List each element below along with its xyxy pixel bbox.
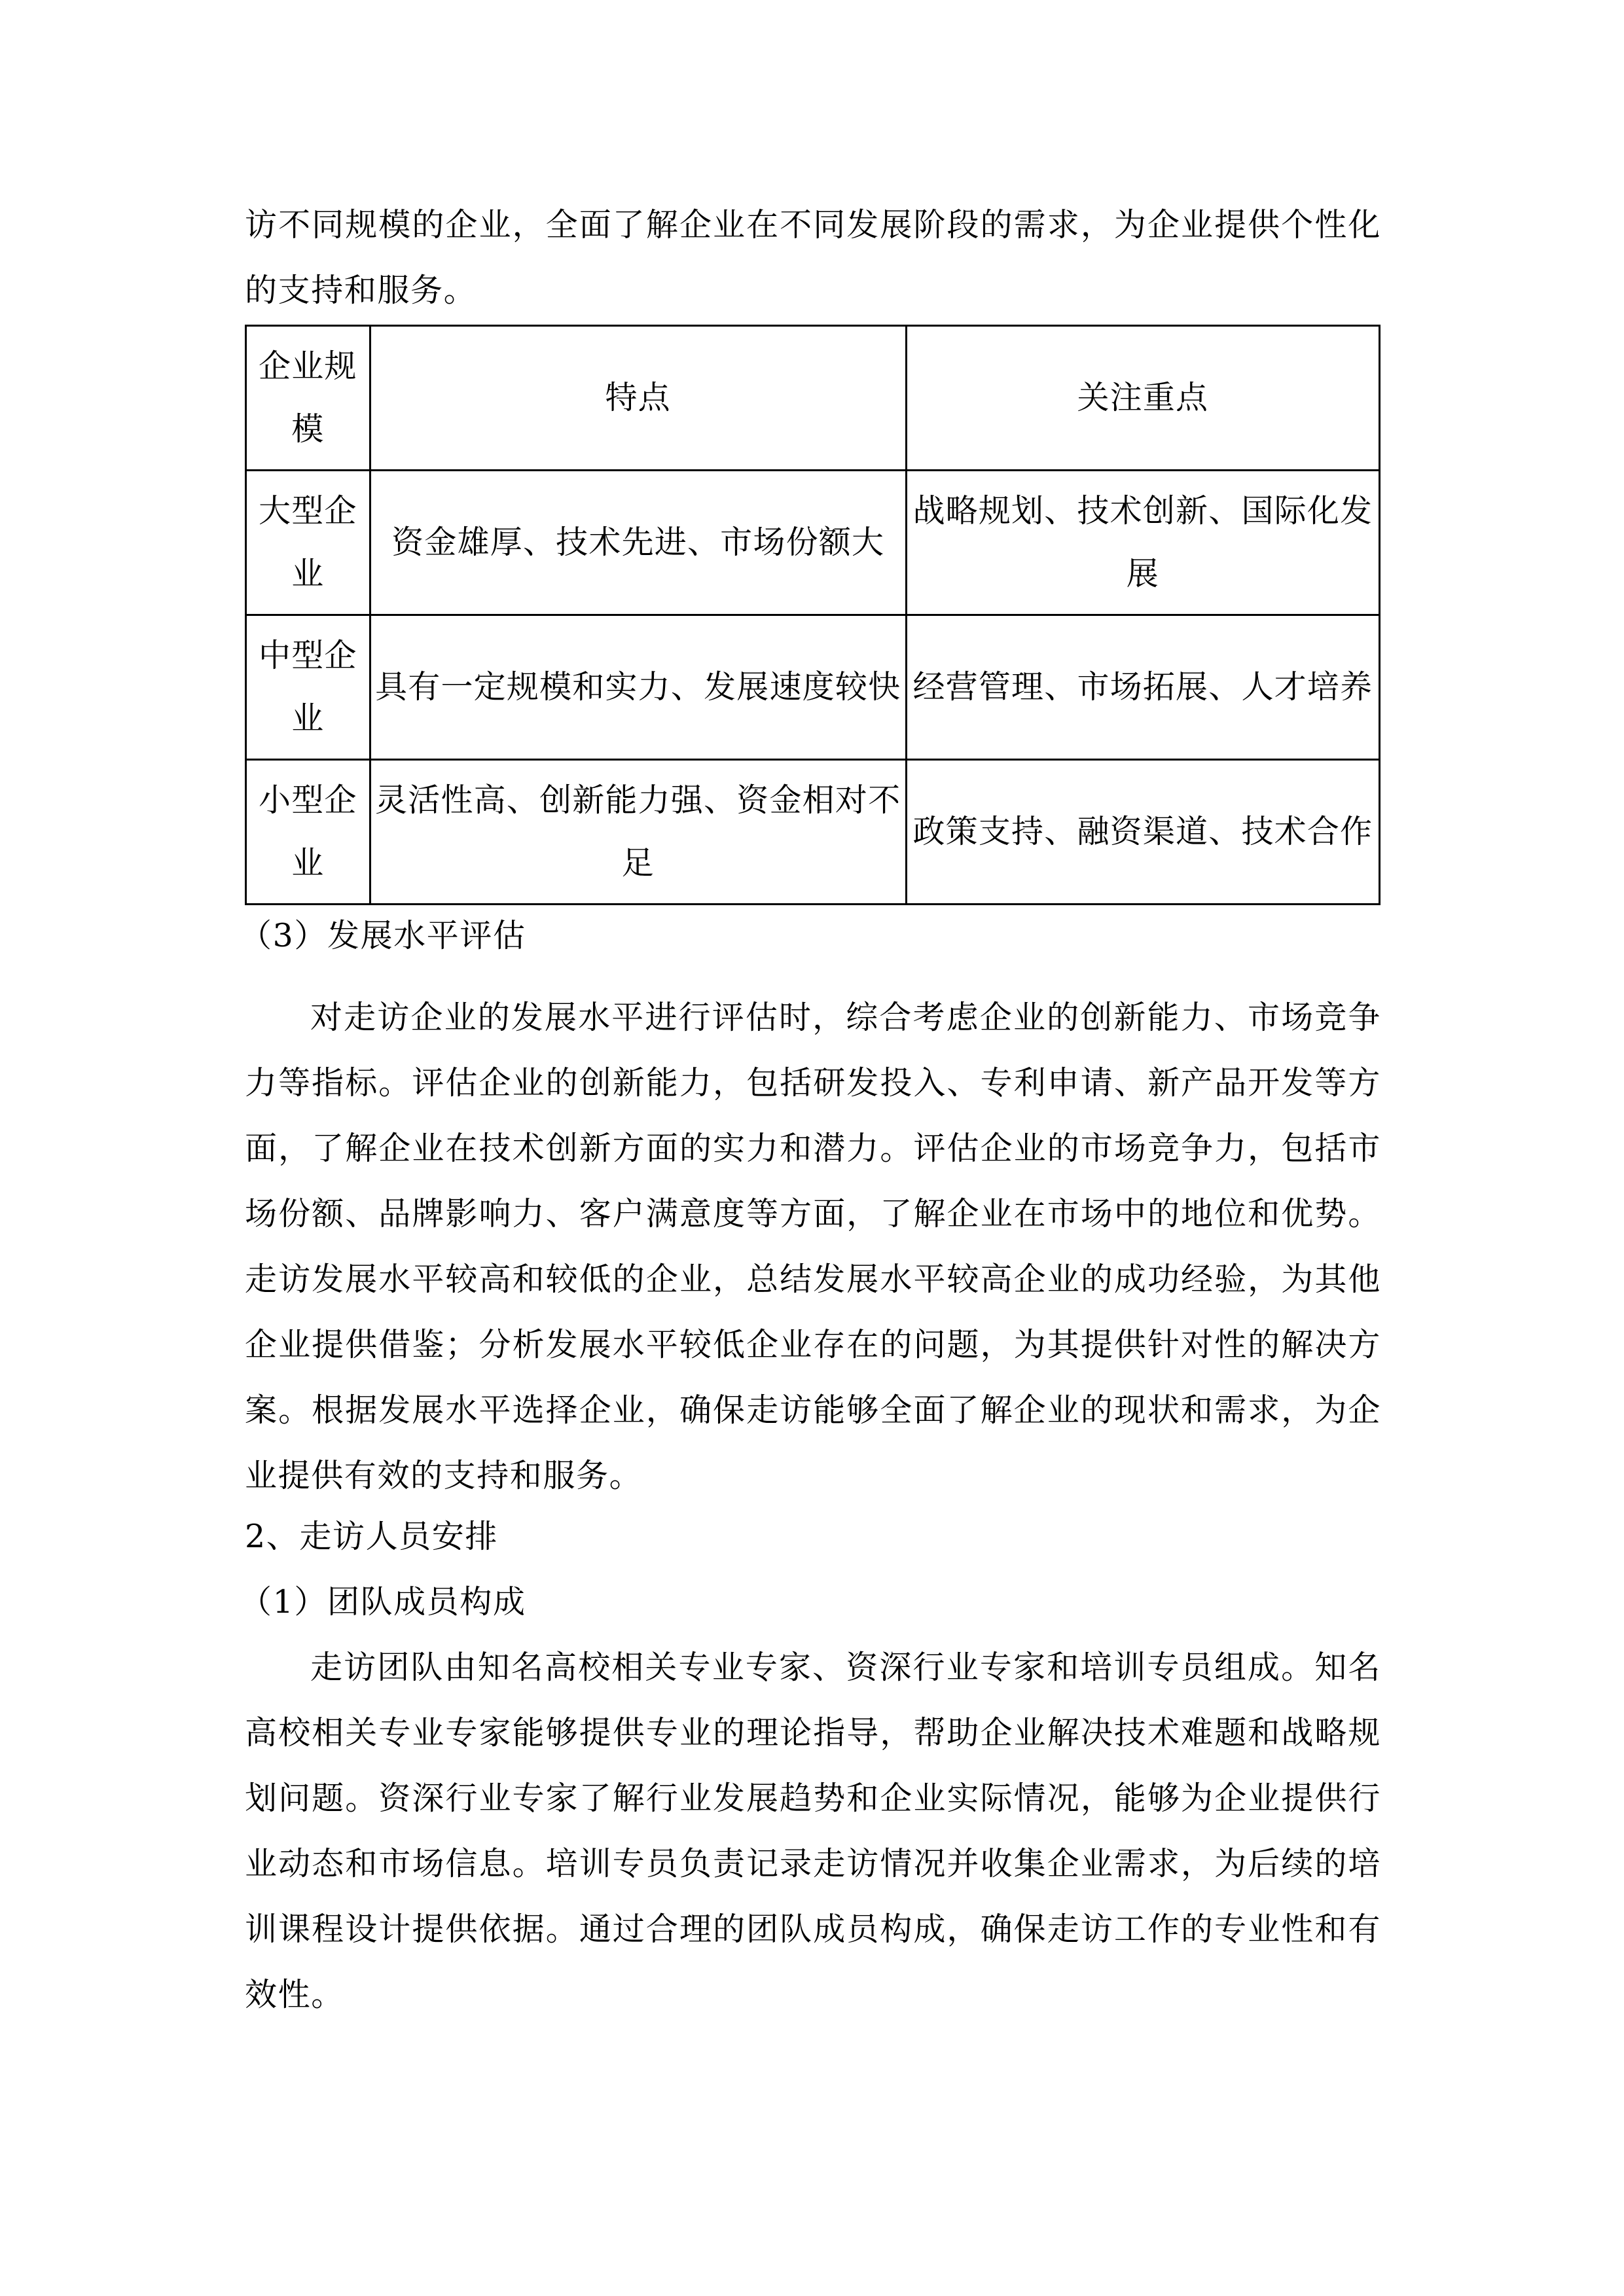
table-row [246, 471, 1380, 615]
table-header-scale: 企业规模 [246, 326, 370, 471]
enterprise-scale-table [245, 325, 1380, 905]
table-cell-scale: 小型企业 [246, 760, 370, 905]
table-header-features: 特点 [370, 326, 906, 471]
table-header-focus: 关注重点 [906, 326, 1379, 471]
table-row [246, 760, 1380, 905]
table-cell-features: 灵活性高、创新能力强、资金相对不足 [370, 760, 906, 905]
table-cell-scale: 大型企业 [246, 471, 370, 615]
table-cell-focus: 政策支持、融资渠道、技术合作 [906, 760, 1379, 905]
section-3-heading: （3）发展水平评估 [240, 917, 526, 954]
intro-paragraph: 访不同规模的企业，全面了解企业在不同发展阶段的需求，为企业提供个性化的支持和服务。 [245, 206, 1381, 309]
table-cell-scale: 中型企业 [246, 615, 370, 760]
section-3-paragraph: 对走访企业的发展水平进行评估时，综合考虑企业的创新能力、市场竞争力等指标。评估企业的创新能力，包括研发投入、专利申请、新产品开发等方面，了解企业在技术创新方面的实力和潜力。评估企业的市场竞争力，包括市场份额、品牌影响力、客户满意度等方面，了解企业在市场中的地位和优势。走访发展水平较高和较低的企业，总结发展水平较高企业的成功经验，为其他企业提供借鉴；分析发展水平较低企业存在的问题，为其提供针对性的解决方案。根据发展水平选择企业，确保走访能够全面了解企业的现状和需求，为企业提供有效的支持和服务。 [245, 999, 1381, 1494]
section-2-heading: 2、走访人员安排 [245, 1518, 498, 1555]
table-row [246, 615, 1380, 760]
table-cell-focus: 经营管理、市场拓展、人才培养 [906, 615, 1379, 760]
subsection-1-paragraph: 走访团队由知名高校相关专业专家、资深行业专家和培训专员组成。知名高校相关专业专家能够提供专业的理论指导，帮助企业解决技术难题和战略规划问题。资深行业专家了解行业发展趋势和企业实际情况，能够为企业提供行业动态和市场信息。培训专员负责记录走访情况并收集企业需求，为后续的培训课程设计提供依据。通过合理的团队成员构成，确保走访工作的专业性和有效性。 [245, 1649, 1381, 2013]
table-header-row [246, 326, 1380, 471]
table-cell-focus: 战略规划、技术创新、国际化发展 [906, 471, 1379, 615]
subsection-1-heading: （1）团队成员构成 [240, 1583, 526, 1621]
table-cell-features: 资金雄厚、技术先进、市场份额大 [370, 471, 906, 615]
table-cell-features: 具有一定规模和实力、发展速度较快 [370, 615, 906, 760]
